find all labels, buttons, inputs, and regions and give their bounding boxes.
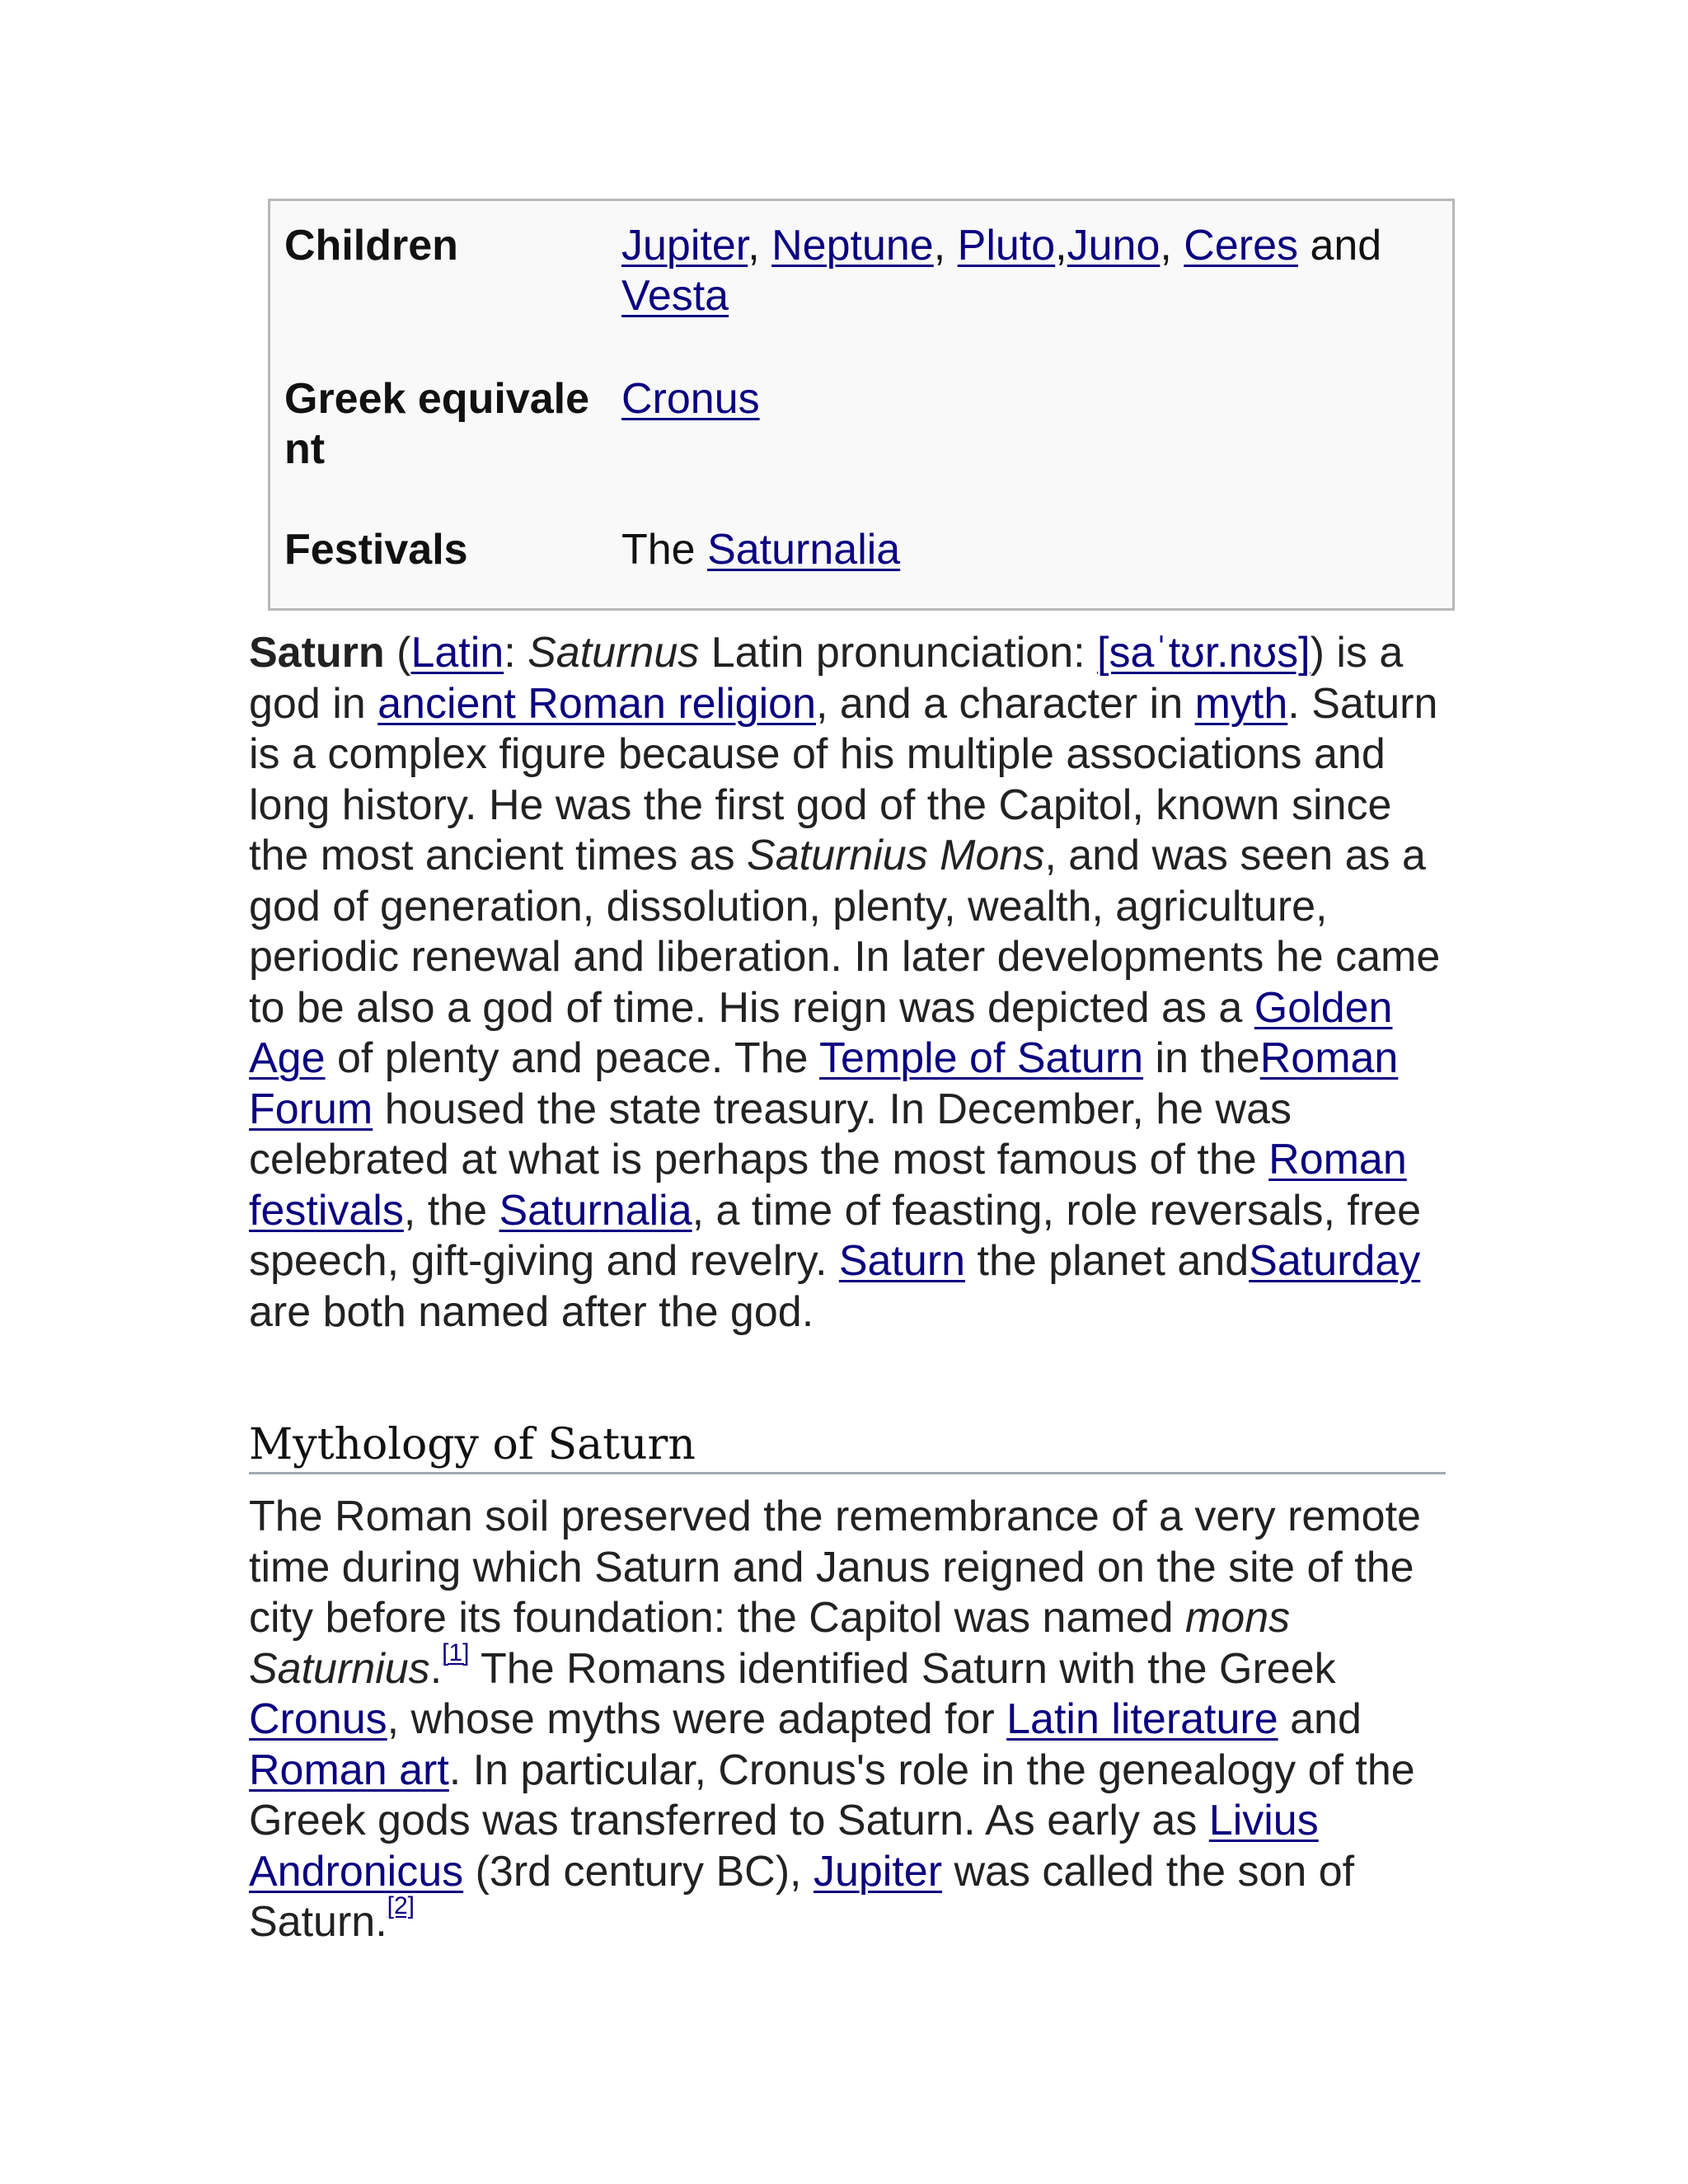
link-ceres[interactable]: Ceres	[1184, 222, 1299, 269]
link-vesta[interactable]: Vesta	[621, 272, 729, 320]
infobox-value-greek-equivalent	[621, 374, 1437, 424]
link-saturn-planet[interactable]: Saturn	[838, 1237, 966, 1285]
text: (	[384, 629, 411, 677]
infobox-label-children: Children	[284, 222, 458, 269]
link-roman-forum[interactable]: Roman Forum	[249, 1034, 1399, 1133]
infobox-label-greek-equivalent: Greek equivalent	[284, 375, 589, 473]
link-temple-of-saturn[interactable]: Temple of Saturn	[818, 1034, 1144, 1082]
ref-link-1[interactable]: [1]	[442, 1638, 470, 1666]
link-myth[interactable]: myth	[1194, 679, 1288, 728]
link-pronunciation[interactable]: [saˈtʊr.nʊs]	[1097, 629, 1311, 677]
link-saturday[interactable]: Saturday	[1249, 1237, 1421, 1285]
text: of plenty and peace. The	[325, 1034, 819, 1082]
link-golden-age[interactable]: Golden Age	[249, 983, 1393, 1082]
infobox-label-festivals: Festivals	[284, 526, 468, 574]
reference-2	[387, 1892, 415, 1919]
text: Latin pronunciation:	[699, 629, 1098, 677]
link-saturnalia-infobox[interactable]: Saturnalia	[707, 526, 901, 574]
text: . Saturn is a complex figure because of his multiple associations and long history. He was the first god of the Capitol, known since the most ancient times as	[249, 679, 1438, 879]
separator: ,	[748, 222, 772, 269]
text: .	[429, 1644, 443, 1693]
festivals-prefix: The	[621, 526, 708, 574]
link-cronus[interactable]: Cronus	[621, 375, 760, 423]
link-jupiter[interactable]: Jupiter	[621, 222, 748, 269]
link-neptune[interactable]: Neptune	[771, 222, 934, 269]
text: The Romans identified Saturn with the Greek	[469, 1644, 1336, 1693]
link-roman-festivals[interactable]: Roman festivals	[249, 1136, 1407, 1235]
article-title: Saturn	[249, 629, 385, 677]
link-saturnalia[interactable]: Saturnalia	[499, 1186, 692, 1235]
text: the planet and	[965, 1237, 1250, 1285]
text: and	[1278, 1695, 1362, 1743]
mons-saturnius: mons Saturnius	[249, 1594, 1291, 1693]
link-roman-art[interactable]: Roman art	[249, 1746, 449, 1794]
infobox-value-festivals	[621, 525, 1437, 575]
text: (3rd century BC),	[463, 1847, 814, 1896]
separator-and: and	[1298, 222, 1382, 269]
link-latin-literature[interactable]: Latin literature	[1006, 1695, 1278, 1743]
link-pluto[interactable]: Pluto	[957, 222, 1056, 269]
separator: ,	[933, 222, 958, 269]
text: are both named after the god.	[249, 1287, 814, 1336]
text: in the	[1143, 1034, 1260, 1082]
intro-paragraph	[249, 628, 1461, 1338]
separator: ,	[1055, 222, 1067, 269]
separator: ,	[1160, 222, 1184, 269]
text: , the	[403, 1186, 499, 1235]
text: , and a character in	[816, 679, 1195, 728]
link-jupiter-body[interactable]: Jupiter	[813, 1847, 943, 1896]
text: ) is a god in	[249, 629, 1404, 728]
link-latin[interactable]: Latin	[410, 629, 504, 677]
text: :	[504, 629, 528, 677]
link-livius-andronicus[interactable]: Livius Andronicus	[249, 1797, 1319, 1896]
link-ancient-roman-religion[interactable]: ancient Roman religion	[377, 679, 816, 728]
mythology-paragraph	[249, 1492, 1461, 1948]
reference-1	[442, 1639, 469, 1666]
link-juno[interactable]: Juno	[1067, 222, 1160, 269]
text: , a time of feasting, role reversals, free speech, gift-giving and revelry.	[249, 1186, 1422, 1285]
text: The Roman soil preserved the remembrance of a very remote time during which Saturn and Janus reigned on the site of the city before its foundation: the Capitol was named	[249, 1493, 1421, 1642]
latin-name: Saturnus	[528, 629, 700, 677]
section-heading: Mythology of Saturn	[249, 1419, 1446, 1474]
text: . In particular, Cronus's role in the genealogy of the Greek gods was transferred to Saturn. As early as	[249, 1746, 1415, 1844]
text: was called the son of Saturn.	[249, 1847, 1355, 1946]
ref-link-2[interactable]: [2]	[387, 1892, 415, 1919]
link-cronus-body[interactable]: Cronus	[249, 1695, 387, 1743]
text: , and was seen as a god of generation, dissolution, plenty, wealth, agriculture, periodic renewal and liberation. In later developments he came to be also a god of time. His reign was depicted as a	[249, 832, 1441, 1032]
infobox	[268, 199, 1455, 611]
text: housed the state treasury. In December, he was celebrated at what is perhaps the most famous of the	[249, 1085, 1292, 1183]
text: , whose myths were adapted for	[387, 1695, 1007, 1743]
saturnius-mons: Saturnius Mons	[747, 832, 1045, 879]
infobox-value-children	[621, 221, 1437, 321]
